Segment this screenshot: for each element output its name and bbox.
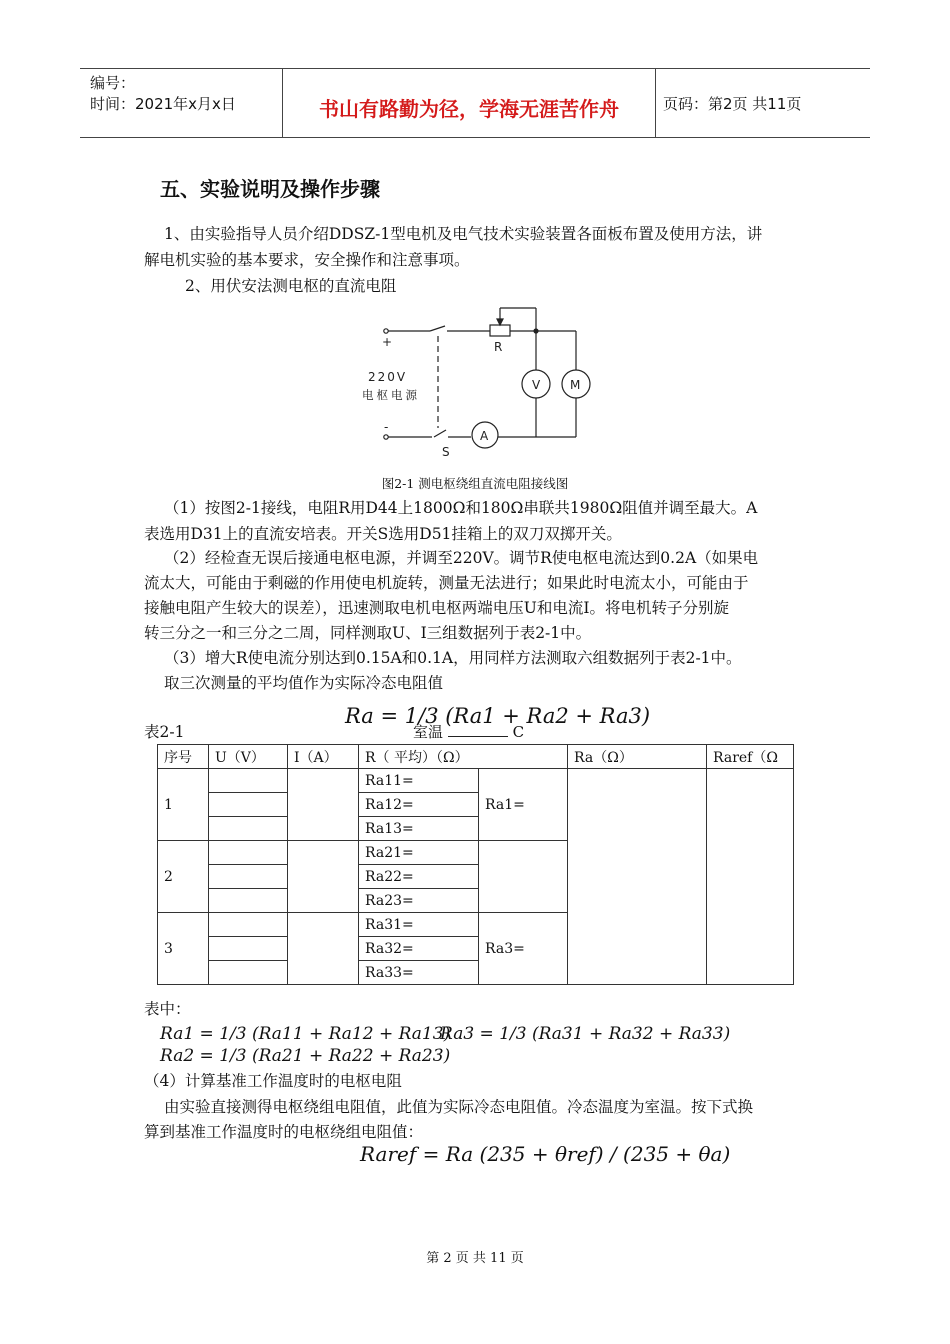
avg-cell xyxy=(479,841,568,913)
r-label: R xyxy=(494,340,503,354)
terminal-minus xyxy=(384,435,388,439)
u-cell[interactable] xyxy=(209,961,288,985)
r-cell: Ra33= xyxy=(359,961,479,985)
room-temp-label: 室温 xyxy=(413,723,444,741)
step2-line1: （2）经检查无误后接通电枢电源，并调至220V。调节R使电枢电流达到0.2A（如果电 xyxy=(164,549,759,567)
page-header xyxy=(80,68,870,138)
step2-line2: 流太大，可能由于剩磁的作用使电机旋转，测量无法进行；如果此时电流太小，可能由于 xyxy=(144,574,749,592)
u-cell[interactable] xyxy=(209,841,288,865)
raref-cell[interactable] xyxy=(707,769,794,985)
r-cell: Ra12= xyxy=(359,793,479,817)
header-divider xyxy=(655,69,656,137)
step4-line1: 由实验直接测得电枢绕组电阻值，此值为实际冷态电阻值。冷态温度为室温。按下式换 xyxy=(164,1098,754,1116)
u-cell[interactable] xyxy=(209,865,288,889)
i-cell[interactable] xyxy=(288,769,359,841)
u-cell[interactable] xyxy=(209,793,288,817)
step1-line2: 表选用D31上的直流安培表。开关S选用D51挂箱上的双刀双掷开关。 xyxy=(144,525,622,543)
ra-cell[interactable] xyxy=(568,769,707,985)
circuit-diagram xyxy=(350,300,610,470)
group-number: 1 xyxy=(158,769,209,841)
table-label: 表2-1 xyxy=(144,723,185,741)
i-cell[interactable] xyxy=(288,841,359,913)
header-cell: I（A） xyxy=(288,745,359,769)
avg-cell: Ra3= xyxy=(479,913,568,985)
table-note: 表中： xyxy=(144,1000,191,1018)
formula-raref: Raref = Ra (235 + θref) / (235 + θa) xyxy=(360,1142,731,1166)
resistor-r xyxy=(490,325,510,336)
v-meter-label: V xyxy=(532,378,541,392)
u-cell[interactable] xyxy=(209,937,288,961)
minus-label: - xyxy=(384,420,389,434)
figure-caption: 图2-1 测电枢绕组直流电阻接线图 xyxy=(381,476,569,491)
r-cell: Ra21= xyxy=(359,841,479,865)
data-table xyxy=(157,744,794,985)
u-cell[interactable] xyxy=(209,913,288,937)
plus-label: + xyxy=(382,335,393,349)
r-cell: Ra11= xyxy=(359,769,479,793)
group-number: 3 xyxy=(158,913,209,985)
header-cell: 序号 xyxy=(158,745,209,769)
header-meta xyxy=(90,73,236,115)
formula-ra3: Ra3 = 1/3 (Ra31 + Ra32 + Ra33) xyxy=(440,1024,731,1044)
room-temp-unit: C xyxy=(512,723,525,741)
group-number: 2 xyxy=(158,841,209,913)
step1-line1: （1）按图2-1接线，电阻R用D44上1800Ω和180Ω串联共1980Ω阻值并调至最大。A xyxy=(164,499,758,517)
header-motto: 书山有路勤为径，学海无涯苦作舟 xyxy=(319,97,619,121)
header-cell: U（V） xyxy=(209,745,288,769)
paragraph-intro-line1: 1、由实验指导人员介绍DDSZ-1型电机及电气技术实验装置各面板布置及使用方法，讲 xyxy=(164,225,763,243)
u-cell[interactable] xyxy=(209,889,288,913)
paragraph-intro-line2: 解电机实验的基本要求，安全操作和注意事项。 xyxy=(144,251,470,269)
header-cell: R（ 平均）（Ω） xyxy=(359,745,568,769)
step3-average-line: 取三次测量的平均值作为实际冷态电阻值 xyxy=(164,674,444,692)
table-header-row xyxy=(158,745,794,769)
header-cell: Ra（Ω） xyxy=(568,745,707,769)
m-meter-label: M xyxy=(570,378,581,392)
step2-line3: 接触电阻产生较大的误差），迅速测取电机电枢两端电压U和电流I。将电机转子分别旋 xyxy=(144,599,729,617)
voltage-label: 220V xyxy=(368,370,408,384)
source-label: 电枢电源 xyxy=(362,388,420,402)
r-cell: Ra22= xyxy=(359,865,479,889)
page-footer: 第 2 页 共 11 页 xyxy=(426,1251,524,1266)
formula-ra-text: Ra = 1/3 (Ra1 + Ra2 + Ra3) xyxy=(345,704,651,728)
u-cell[interactable] xyxy=(209,817,288,841)
r-cell: Ra31= xyxy=(359,913,479,937)
u-cell[interactable] xyxy=(209,769,288,793)
header-page-info: 页码：第2页 共11页 xyxy=(663,95,802,113)
terminal-plus xyxy=(384,329,388,333)
document-time: 时间：2021年x月x日 xyxy=(90,95,236,113)
table-row xyxy=(158,769,794,793)
section-title: 五、实验说明及操作步骤 xyxy=(160,177,380,201)
document-number: 编号： xyxy=(90,74,136,92)
avg-cell: Ra1= xyxy=(479,769,568,841)
step4-title: （4）计算基准工作温度时的电枢电阻 xyxy=(144,1072,402,1090)
step2-line4: 转三分之一和三分之二周，同样测取U、I三组数据列于表2-1中。 xyxy=(144,624,592,642)
i-cell[interactable] xyxy=(288,913,359,985)
formula-ra1: Ra1 = 1/3 (Ra11 + Ra12 + Ra13) xyxy=(160,1024,451,1044)
s-label: S xyxy=(442,445,450,459)
r-cell: Ra32= xyxy=(359,937,479,961)
step4-line2: 算到基准工作温度时的电枢绕组电阻值： xyxy=(144,1123,424,1141)
r-cell: Ra13= xyxy=(359,817,479,841)
step3-line: （3）增大R使电流分别达到0.15A和0.1A，用同样方法测取六组数据列于表2-1中。 xyxy=(164,649,742,667)
r-cell: Ra23= xyxy=(359,889,479,913)
a-meter-label: A xyxy=(480,429,489,443)
formula-ra2: Ra2 = 1/3 (Ra21 + Ra22 + Ra23) xyxy=(160,1046,451,1066)
room-temp-blank[interactable] xyxy=(448,736,508,737)
room-temperature xyxy=(413,721,524,742)
header-cell: Raref（Ω xyxy=(707,745,794,769)
paragraph-step2-title: 2、用伏安法测电枢的直流电阻 xyxy=(185,277,397,295)
